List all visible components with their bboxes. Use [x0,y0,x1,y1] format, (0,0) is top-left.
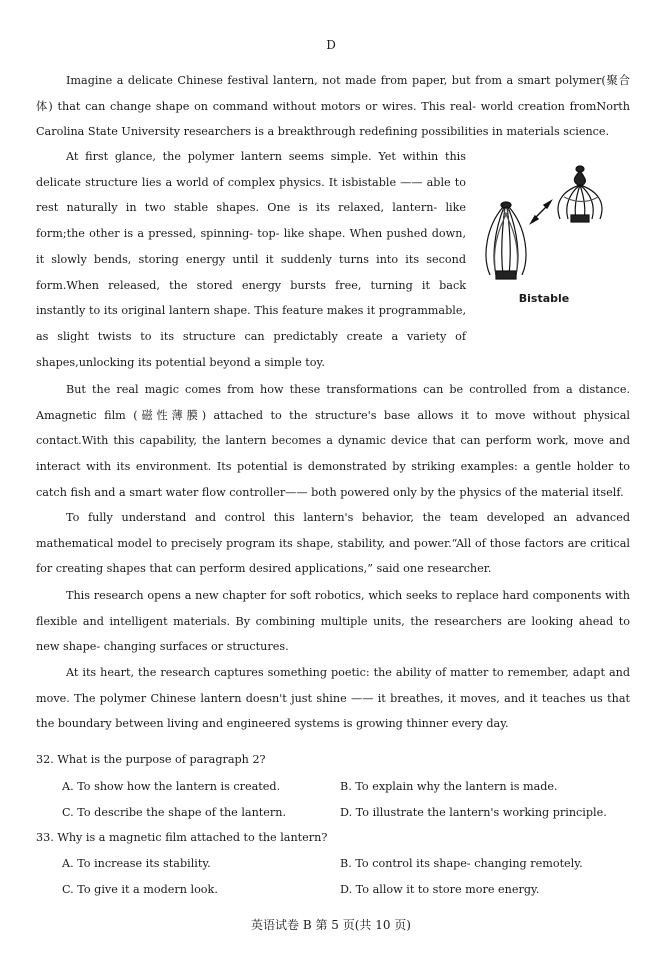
paragraph-6: At its heart, the research captures something poetic: the ability of matter to remember, adapt and move. The polymer Chinese lantern doesn't just shine —— it breathes, it moves, and it teaches us that the boundary between living and engineered systems is growing thinner every day. [36,666,630,731]
question-33-option-b[interactable]: B. To control its shape- changing remotely. [340,857,583,870]
double-arrow-icon [531,201,551,223]
question-32-option-c[interactable]: C. To describe the shape of the lantern. [62,806,287,819]
question-33-option-a[interactable]: A. To increase its stability. [62,857,211,870]
paragraph-2: At first glance, the polymer lantern seems simple. Yet within this delicate structure lies a world of complex physics. It isbistable —— able to rest naturally in two stable shapes. One is its relaxed, lantern- like form;the other is a pressed, spinning- top- like shape. When pushed down, it slowly bends, storing energy until it suddenly turns into its second form.When released, the stored energy bursts free, turning it back instantly to its original lantern shape. This feature makes it programmable, as slight twists to its structure can predictably create a variety of shapes,unlocking its potential beyond a simple toy. [36,150,466,369]
question-32-option-a[interactable]: A. To show how the lantern is created. [62,780,281,793]
page-footer: 英语试卷 B 第 5 页(共 10 页) [251,918,411,932]
paragraph-4: To fully understand and control this lantern's behavior, the team developed an advanced mathematical model to precisely program its shape, stability, and power.“All of those factors are critical for creating shapes that can perform desired applications,” said one researcher. [36,511,630,576]
section-heading: D [326,38,336,52]
relaxed-lantern-shape [486,202,526,279]
lantern-illustration [476,157,616,307]
question-33-stem: 33. Why is a magnetic film attached to the lantern? [36,831,328,844]
question-33-option-d[interactable]: D. To allow it to store more energy. [340,883,540,896]
paragraph-1: Imagine a delicate Chinese festival lantern, not made from paper, but from a smart polymer(聚合体) that can change shape on command without motors or wires. This real- world creation fromNorth Carolina State University researchers is a breakthrough redefining possibilities in materials science. [36,74,630,139]
question-33-option-c[interactable]: C. To give it a modern look. [62,883,218,896]
paragraph-5: This research opens a new chapter for soft robotics, which seeks to replace hard components with flexible and intelligent materials. By combining multiple units, the researchers are looking ahead to new shape- changing surfaces or structures. [36,589,630,654]
question-32-option-b[interactable]: B. To explain why the lantern is made. [340,780,558,793]
pressed-lantern-shape [558,166,602,222]
figure-caption: Bistable [518,292,570,305]
question-32-option-d[interactable]: D. To illustrate the lantern's working principle. [340,806,607,819]
question-32-stem: 32. What is the purpose of paragraph 2? [36,753,266,766]
paragraph-3: But the real magic comes from how these transformations can be controlled from a distance. Amagnetic film (磁性薄膜) attached to the structure's base allows it to move without physical contact.With this capability, the lantern becomes a dynamic device that can perform work, move and interact with its environment. Its potential is demonstrated by striking examples: a gentle holder to catch fish and a smart water flow controller—— both powered only by the physics of the material itself. [36,383,630,499]
